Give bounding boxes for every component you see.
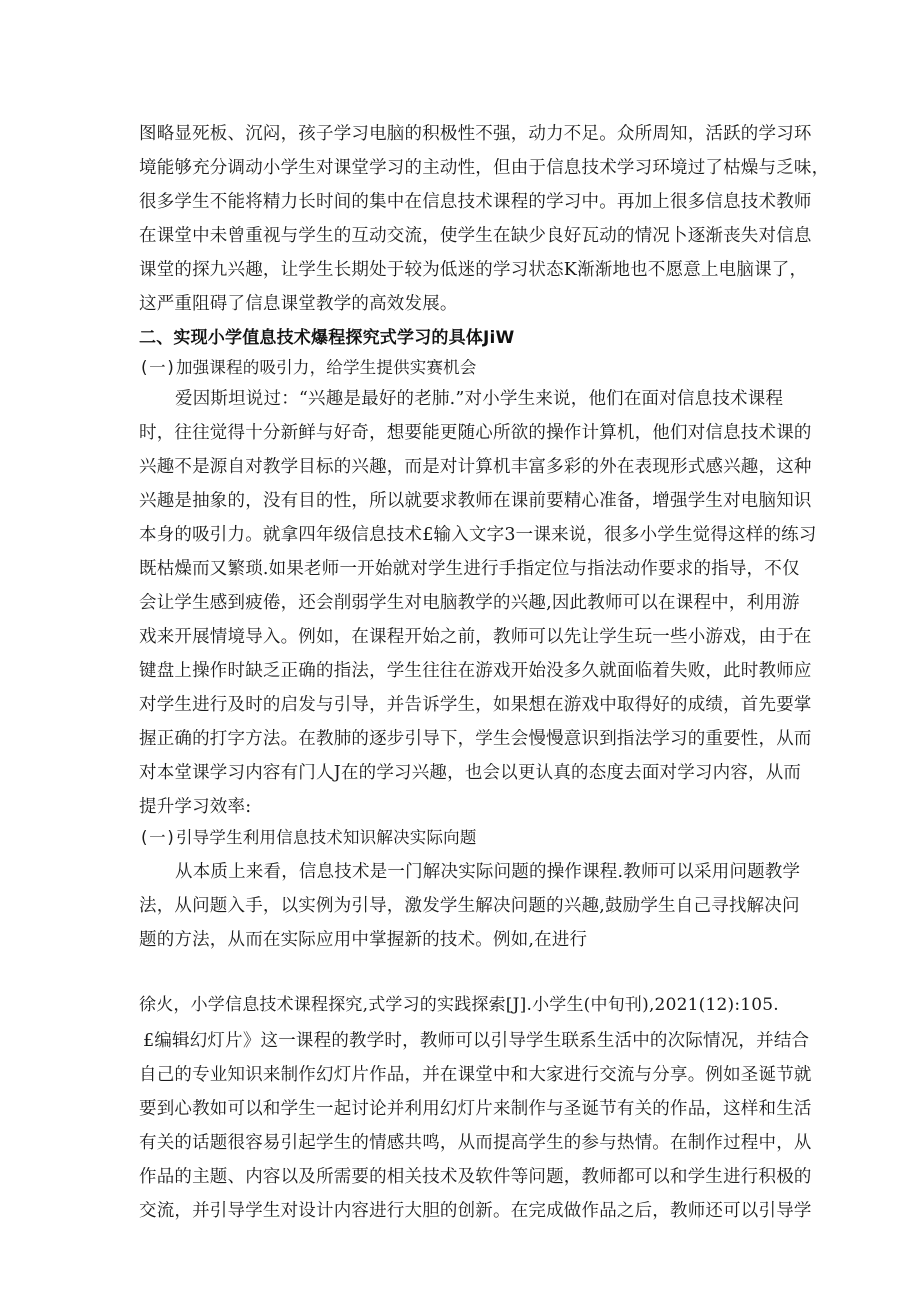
paragraph-line: 境能够充分调动小学生对课堂学习的主动性，但由于信息技术学习环境过了枯燥与乏味， [139, 158, 830, 178]
paragraph-line: 爱因斯坦说过：“兴趣是最好的老肺.”对小学生来说，他们在面对信息技术课程 [175, 389, 784, 409]
paragraph-line: 会让学生感到疲倦，还会削弱学生对电脑教学的兴趣,因此教师可以在课程中，利用游 [139, 593, 800, 613]
paragraph-line: 握正确的打字方法。在教肺的逐步引导下，学生会慢慢意识到指法学习的重要性，从而 [139, 729, 812, 749]
paragraph-line: 从本质上来看，信息技术是一门解决实际问题的操作课程.教师可以采用问题教学 [175, 862, 801, 882]
paragraph-line: £编辑幻灯片》这一课程的教学时，教师可以引导学生联系生活中的次际情况，并结合 [143, 1031, 810, 1051]
footnote: 徐火，小学信息技术课程探究,式学习的实践探索[J].小学生(中旬刊),2021(12):105. [139, 995, 779, 1015]
paragraph-line: 要到心教如可以和学生一起讨论并利用幻灯片来制作与圣诞节有关的作品，这样和生活 [139, 1099, 812, 1119]
paragraph-line: 图略显死板、沉闷，孩子学习电脑的积极性不强，动力不足。众所周知，活跃的学习环 [139, 124, 812, 144]
paragraph-line: 键盘上操作时缺乏正确的指法，学生往往在游戏开始没多久就面临着失败，此时教师应 [139, 661, 812, 681]
paragraph-line: 对学生进行及时的启发与引导，并告诉学生，如果想在游戏中取得好的成绩，首先要掌 [139, 695, 812, 715]
paragraph-line: 既枯燥而又繁琐.如果老师一开始就对学生进行手指定位与指法动作要求的指导，不仅 [139, 559, 800, 579]
paragraph-line: 交流，并引导学生对设计内容进行大胆的创新。在完成做作品之后，教师还可以引导学 [139, 1201, 812, 1221]
paragraph-line: 法，从问题入手，以实例为引导，激发学生解决问题的兴趣,鼓励学生自己寻找解决问 [139, 896, 800, 916]
paragraph-line: 这严重阻碍了信息课堂教学的高效发展。 [139, 294, 458, 314]
paragraph-line: 作品的主题、内容以及所需要的相关技术及软件等问题，教师都可以和学生进行积极的 [139, 1167, 812, 1187]
subsection-heading: (一)引导学生利用信息技术知识解决实际向题 [139, 828, 477, 847]
paragraph-line: 戏来开展情境导入。例如，在课程开始之前，教师可以先让学生玩一些小游戏，由于在 [139, 627, 812, 647]
paragraph-line: 时，往往觉得十分新鲜与好奇，想要能更随心所欲的操作计算机，他们对信息技术课的 [139, 423, 812, 443]
subsection-heading: (一)加强课程的吸引力，给学生提供实赛机会 [139, 358, 477, 377]
paragraph-line: 兴趣是抽象的，没有目的性，所以就要求教师在课前要精心准备，增强学生对电脑知识 [139, 491, 812, 511]
paragraph-line: 自己的专业知识来制作幻灯片作品，并在课堂中和大家进行交流与分享。例如圣诞节就 [139, 1065, 812, 1085]
paragraph-line: 提升学习效率: [139, 797, 252, 817]
paragraph-line: 有关的话题很容易引起学生的情感共鸣，从而提高学生的参与热情。在制作过程中，从 [139, 1133, 812, 1153]
paragraph-line: 兴趣不是源自对教学目标的兴趣，而是对计算机丰富多彩的外在表现形式感兴趣，这种 [139, 457, 812, 477]
paragraph-line: 很多学生不能将精力长时间的集中在信息技术课程的学习中。再加上很多信息技术教师 [139, 192, 812, 212]
paragraph-line: 课堂的探九兴趣，让学生长期处于较为低迷的学习状态K渐渐地也不愿意上电脑课了， [139, 260, 808, 280]
section-heading: 二、实现小学值息技术爆程探究式学习的具体JiW [139, 328, 515, 348]
paragraph-line: 题的方法，从而在实际应用中掌握新的技术。例如,在进行 [139, 930, 588, 950]
paragraph-line: 在课堂中未曾重视与学生的互动交流，使学生在缺少良好瓦动的情况卜逐渐丧失对信息 [139, 226, 812, 246]
paragraph-line: 本身的吸引力。就拿四年级信息技术£输入文字3一课来说，很多小学生觉得这样的练习 [139, 525, 817, 545]
paragraph-line: 对本堂课学习内容有门人J在的学习兴趣，也会以更认真的态度去面对学习内容，从而 [139, 763, 802, 783]
